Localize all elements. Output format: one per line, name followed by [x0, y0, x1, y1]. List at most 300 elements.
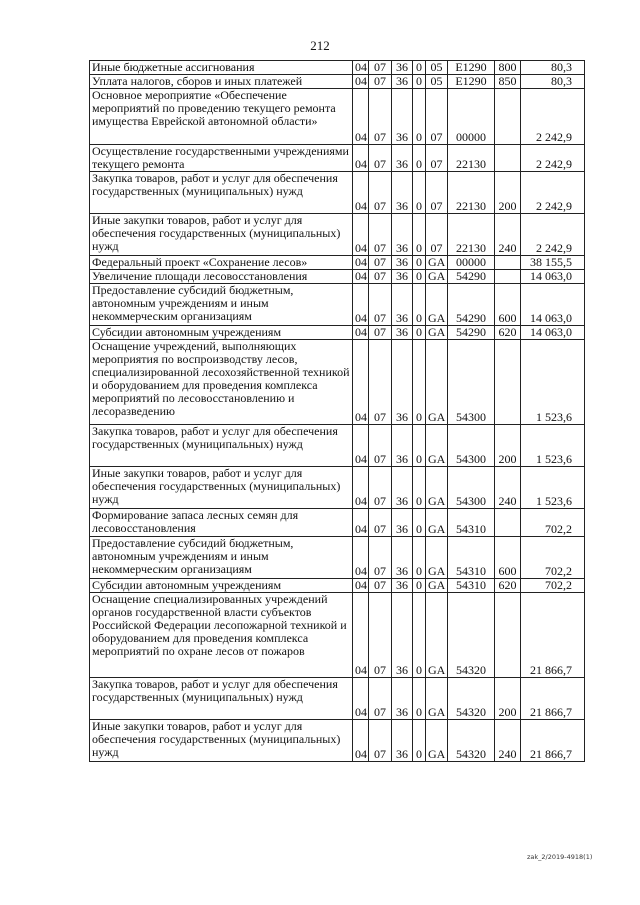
row-name-text: Закупка товаров, работ и услуг для обеспечения государственных (муниципальных) нужд: [92, 171, 338, 198]
subsection-code-text: 07: [374, 747, 386, 761]
subprogram-code-cell: [413, 425, 426, 467]
direction-code-cell: [448, 172, 495, 214]
subprogram-code-text: 0: [416, 74, 422, 88]
subprogram-code-text: 0: [416, 452, 422, 466]
direction-code-text: Е1290: [455, 74, 487, 88]
table-row: [90, 593, 585, 678]
subprogram-code-cell: [413, 284, 426, 326]
subsection-code-text: 07: [374, 311, 386, 325]
row-name-cell: [90, 214, 353, 256]
table-row: [90, 720, 585, 762]
program-code-cell: [392, 145, 413, 172]
section-code-cell: [353, 579, 369, 593]
program-code-text: 36: [396, 410, 408, 424]
direction-code-cell: [448, 579, 495, 593]
direction-code-cell: [448, 678, 495, 720]
amount-text: 1 523,6: [536, 410, 572, 424]
measure-code-text: GA: [428, 311, 446, 325]
subsection-code-cell: [369, 89, 392, 145]
direction-code-cell: [448, 284, 495, 326]
row-name-text: Субсидии автономным учреждениям: [92, 578, 282, 592]
measure-code-cell: [426, 537, 448, 579]
direction-code-cell: [448, 537, 495, 579]
section-code-cell: [353, 172, 369, 214]
measure-code-text: 05: [430, 60, 443, 74]
direction-code-text: 00000: [456, 255, 486, 269]
section-code-cell: [353, 593, 369, 678]
measure-code-text: 05: [430, 74, 443, 88]
subprogram-code-cell: [413, 579, 426, 593]
row-name-cell: [90, 593, 353, 678]
subsection-code-text: 07: [374, 494, 386, 508]
subsection-code-cell: [369, 145, 392, 172]
row-name-text: Увеличение площади лесовосстановления: [92, 269, 308, 283]
expense-type-code-cell: [495, 75, 521, 89]
subprogram-code-cell: [413, 172, 426, 214]
section-code-cell: [353, 270, 369, 284]
section-code-text: 04: [355, 199, 367, 213]
subsection-code-text: 07: [374, 578, 386, 592]
row-name-cell: [90, 61, 353, 75]
subprogram-code-cell: [413, 593, 426, 678]
row-name-cell: [90, 537, 353, 579]
expense-type-code-cell: [495, 256, 521, 270]
row-name-text: Иные бюджетные ассигнования: [92, 60, 255, 74]
measure-code-text: 07: [430, 241, 443, 255]
row-name-text: Иные закупки товаров, работ и услуг для обеспечения государственных (муниципальных) нужд: [92, 466, 341, 506]
subprogram-code-text: 0: [416, 705, 422, 719]
expense-type-code-cell: [495, 214, 521, 256]
program-code-text: 36: [396, 452, 408, 466]
direction-code-text: 22130: [456, 199, 486, 213]
subprogram-code-text: 0: [416, 241, 422, 255]
section-code-cell: [353, 326, 369, 340]
row-name-text: Основное мероприятие «Обеспечение мероприятий по проведению текущего ремонта имущества Еврейской автономной области»: [92, 88, 336, 128]
program-code-text: 36: [396, 705, 408, 719]
section-code-text: 04: [355, 522, 367, 536]
amount-text: 21 866,7: [530, 663, 572, 677]
section-code-text: 04: [355, 255, 367, 269]
subsection-code-text: 07: [374, 199, 386, 213]
amount-text: 14 063,0: [530, 269, 572, 283]
direction-code-text: 54320: [456, 663, 486, 677]
measure-code-cell: [426, 467, 448, 509]
amount-text: 2 242,9: [536, 241, 572, 255]
subsection-code-cell: [369, 340, 392, 425]
subprogram-code-text: 0: [416, 269, 422, 283]
row-name-cell: [90, 425, 353, 467]
table-row: [90, 340, 585, 425]
measure-code-cell: [426, 579, 448, 593]
expense-type-code-text: 800: [498, 60, 517, 74]
section-code-text: 04: [355, 60, 367, 74]
subsection-code-cell: [369, 579, 392, 593]
measure-code-text: GA: [428, 494, 446, 508]
subsection-code-cell: [369, 214, 392, 256]
direction-code-cell: [448, 61, 495, 75]
program-code-text: 36: [396, 578, 408, 592]
row-name-cell: [90, 89, 353, 145]
subprogram-code-cell: [413, 145, 426, 172]
subprogram-code-text: 0: [416, 522, 422, 536]
section-code-text: 04: [355, 157, 367, 171]
amount-text: 702,2: [545, 578, 572, 592]
subsection-code-cell: [369, 256, 392, 270]
subprogram-code-cell: [413, 89, 426, 145]
amount-text: 2 242,9: [536, 130, 572, 144]
expense-type-code-cell: [495, 579, 521, 593]
program-code-text: 36: [396, 199, 408, 213]
direction-code-text: 54320: [456, 747, 486, 761]
direction-code-text: 54290: [456, 325, 486, 339]
section-code-text: 04: [355, 564, 367, 578]
subprogram-code-cell: [413, 61, 426, 75]
subsection-code-text: 07: [374, 269, 386, 283]
row-name-text: Формирование запаса лесных семян для лесовосстановления: [92, 508, 299, 535]
row-name-text: Закупка товаров, работ и услуг для обеспечения государственных (муниципальных) нужд: [92, 677, 338, 704]
table-row: [90, 172, 585, 214]
program-code-cell: [392, 284, 413, 326]
measure-code-cell: [426, 145, 448, 172]
subsection-code-text: 07: [374, 157, 386, 171]
section-code-cell: [353, 61, 369, 75]
direction-code-cell: [448, 720, 495, 762]
row-name-text: Субсидии автономным учреждениям: [92, 325, 282, 339]
measure-code-cell: [426, 89, 448, 145]
program-code-cell: [392, 326, 413, 340]
row-name-cell: [90, 509, 353, 537]
section-code-cell: [353, 214, 369, 256]
amount-text: 702,2: [545, 522, 572, 536]
page-number: 212: [310, 38, 330, 53]
program-code-text: 36: [396, 564, 408, 578]
amount-cell: [521, 61, 585, 75]
expense-type-code-text: 240: [498, 747, 517, 761]
amount-cell: [521, 678, 585, 720]
subsection-code-text: 07: [374, 130, 386, 144]
table-row: [90, 467, 585, 509]
table-row: [90, 256, 585, 270]
direction-code-cell: [448, 256, 495, 270]
subsection-code-cell: [369, 593, 392, 678]
expense-type-code-cell: [495, 678, 521, 720]
section-code-cell: [353, 467, 369, 509]
amount-cell: [521, 537, 585, 579]
expense-type-code-cell: [495, 593, 521, 678]
table-row: [90, 61, 585, 75]
section-code-text: 04: [355, 311, 367, 325]
direction-code-cell: [448, 467, 495, 509]
expense-type-code-cell: [495, 284, 521, 326]
program-code-text: 36: [396, 311, 408, 325]
subprogram-code-text: 0: [416, 494, 422, 508]
program-code-cell: [392, 270, 413, 284]
measure-code-text: GA: [428, 410, 446, 424]
subsection-code-text: 07: [374, 410, 386, 424]
program-code-text: 36: [396, 269, 408, 283]
subprogram-code-text: 0: [416, 410, 422, 424]
amount-text: 80,3: [551, 74, 572, 88]
section-code-text: 04: [355, 74, 367, 88]
section-code-text: 04: [355, 325, 367, 339]
program-code-cell: [392, 467, 413, 509]
measure-code-cell: [426, 270, 448, 284]
section-code-text: 04: [355, 747, 367, 761]
measure-code-cell: [426, 75, 448, 89]
expense-type-code-text: 240: [498, 494, 517, 508]
direction-code-cell: [448, 593, 495, 678]
amount-text: 1 523,6: [536, 494, 572, 508]
amount-cell: [521, 509, 585, 537]
table-row: [90, 326, 585, 340]
expense-type-code-text: 620: [498, 578, 517, 592]
expense-type-code-cell: [495, 509, 521, 537]
measure-code-text: GA: [428, 269, 446, 283]
row-name-cell: [90, 270, 353, 284]
section-code-text: 04: [355, 130, 367, 144]
subsection-code-text: 07: [374, 705, 386, 719]
expense-type-code-text: 620: [498, 325, 517, 339]
expense-type-code-cell: [495, 89, 521, 145]
direction-code-text: 22130: [456, 157, 486, 171]
amount-cell: [521, 145, 585, 172]
subsection-code-text: 07: [374, 663, 386, 677]
amount-text: 2 242,9: [536, 199, 572, 213]
subprogram-code-cell: [413, 75, 426, 89]
subprogram-code-cell: [413, 720, 426, 762]
section-code-text: 04: [355, 452, 367, 466]
section-code-cell: [353, 284, 369, 326]
subprogram-code-text: 0: [416, 255, 422, 269]
direction-code-text: 54320: [456, 705, 486, 719]
row-name-cell: [90, 256, 353, 270]
section-code-cell: [353, 537, 369, 579]
subsection-code-cell: [369, 172, 392, 214]
table-row: [90, 579, 585, 593]
expense-type-code-cell: [495, 340, 521, 425]
subsection-code-cell: [369, 284, 392, 326]
subsection-code-text: 07: [374, 241, 386, 255]
amount-text: 2 242,9: [536, 157, 572, 171]
direction-code-text: 54300: [456, 452, 486, 466]
amount-cell: [521, 75, 585, 89]
measure-code-cell: [426, 340, 448, 425]
section-code-text: 04: [355, 410, 367, 424]
subprogram-code-cell: [413, 509, 426, 537]
expense-type-code-text: 850: [498, 74, 517, 88]
row-name-text: Федеральный проект «Сохранение лесов»: [92, 255, 308, 269]
program-code-cell: [392, 537, 413, 579]
section-code-text: 04: [355, 269, 367, 283]
subsection-code-text: 07: [374, 74, 386, 88]
amount-text: 38 155,5: [530, 255, 572, 269]
amount-cell: [521, 284, 585, 326]
measure-code-text: 07: [430, 130, 443, 144]
direction-code-cell: [448, 75, 495, 89]
measure-code-cell: [426, 720, 448, 762]
subprogram-code-text: 0: [416, 130, 422, 144]
direction-code-cell: [448, 326, 495, 340]
row-name-cell: [90, 720, 353, 762]
subprogram-code-text: 0: [416, 325, 422, 339]
section-code-text: 04: [355, 494, 367, 508]
program-code-text: 36: [396, 325, 408, 339]
program-code-text: 36: [396, 522, 408, 536]
program-code-cell: [392, 61, 413, 75]
subsection-code-text: 07: [374, 60, 386, 74]
measure-code-text: GA: [428, 578, 446, 592]
section-code-cell: [353, 256, 369, 270]
subsection-code-cell: [369, 537, 392, 579]
amount-cell: [521, 256, 585, 270]
subsection-code-text: 07: [374, 564, 386, 578]
subprogram-code-text: 0: [416, 578, 422, 592]
amount-cell: [521, 214, 585, 256]
subsection-code-cell: [369, 509, 392, 537]
subprogram-code-text: 0: [416, 311, 422, 325]
amount-text: 21 866,7: [530, 705, 572, 719]
expense-type-code-cell: [495, 720, 521, 762]
measure-code-cell: [426, 61, 448, 75]
amount-cell: [521, 326, 585, 340]
direction-code-text: 54310: [456, 564, 486, 578]
expense-type-code-text: 200: [498, 199, 517, 213]
row-name-cell: [90, 467, 353, 509]
row-name-cell: [90, 172, 353, 214]
row-name-cell: [90, 284, 353, 326]
table-row: [90, 75, 585, 89]
section-code-cell: [353, 145, 369, 172]
section-code-text: 04: [355, 241, 367, 255]
amount-cell: [521, 720, 585, 762]
program-code-cell: [392, 593, 413, 678]
section-code-text: 04: [355, 705, 367, 719]
program-code-cell: [392, 256, 413, 270]
section-code-text: 04: [355, 663, 367, 677]
expense-type-code-cell: [495, 145, 521, 172]
direction-code-text: 54310: [456, 578, 486, 592]
table-row: [90, 425, 585, 467]
direction-code-cell: [448, 214, 495, 256]
expense-type-code-cell: [495, 537, 521, 579]
row-name-text: Оснащение специализированных учреждений органов государственной власти субъектов Российской Федерации лесопожарной техникой и оборудованием для проведения комплекса мероприятий по охране лесов от пожаров: [92, 592, 347, 658]
subprogram-code-cell: [413, 214, 426, 256]
table-row: [90, 509, 585, 537]
measure-code-cell: [426, 214, 448, 256]
subsection-code-text: 07: [374, 325, 386, 339]
measure-code-cell: [426, 172, 448, 214]
measure-code-text: GA: [428, 325, 446, 339]
subsection-code-text: 07: [374, 522, 386, 536]
program-code-text: 36: [396, 494, 408, 508]
expense-type-code-cell: [495, 425, 521, 467]
row-name-cell: [90, 145, 353, 172]
row-name-cell: [90, 326, 353, 340]
expense-type-code-cell: [495, 270, 521, 284]
measure-code-cell: [426, 678, 448, 720]
measure-code-cell: [426, 284, 448, 326]
row-name-text: Иные закупки товаров, работ и услуг для обеспечения государственных (муниципальных) нужд: [92, 213, 341, 253]
measure-code-cell: [426, 425, 448, 467]
expense-type-code-text: 240: [498, 241, 517, 255]
measure-code-cell: [426, 256, 448, 270]
table-row: [90, 214, 585, 256]
subsection-code-cell: [369, 75, 392, 89]
subsection-code-cell: [369, 720, 392, 762]
program-code-cell: [392, 579, 413, 593]
subsection-code-cell: [369, 61, 392, 75]
measure-code-text: GA: [428, 522, 446, 536]
program-code-cell: [392, 214, 413, 256]
section-code-cell: [353, 425, 369, 467]
subprogram-code-text: 0: [416, 564, 422, 578]
row-name-text: Осуществление государственными учреждениями текущего ремонта: [92, 144, 349, 171]
row-name-cell: [90, 75, 353, 89]
subprogram-code-cell: [413, 270, 426, 284]
document-footer-code: zak_2/2019-4918(1): [527, 853, 593, 861]
section-code-cell: [353, 509, 369, 537]
direction-code-cell: [448, 425, 495, 467]
program-code-text: 36: [396, 747, 408, 761]
row-name-text: Предоставление субсидий бюджетным, автономным учреждениям и иным некоммерческим организациям: [92, 536, 294, 576]
section-code-cell: [353, 720, 369, 762]
amount-text: 80,3: [551, 60, 572, 74]
direction-code-text: 54300: [456, 410, 486, 424]
program-code-cell: [392, 75, 413, 89]
direction-code-cell: [448, 340, 495, 425]
direction-code-text: 54290: [456, 269, 486, 283]
program-code-cell: [392, 678, 413, 720]
direction-code-cell: [448, 270, 495, 284]
program-code-cell: [392, 720, 413, 762]
subprogram-code-cell: [413, 537, 426, 579]
budget-rows: [90, 61, 585, 762]
subsection-code-cell: [369, 678, 392, 720]
amount-text: 702,2: [545, 564, 572, 578]
amount-cell: [521, 425, 585, 467]
amount-cell: [521, 172, 585, 214]
amount-cell: [521, 579, 585, 593]
row-name-text: Оснащение учреждений, выполняющих мероприятия по воспроизводству лесов, специализированной лесохозяйственной техникой и оборудованием для проведения комплекса мероприятий по лесовосстановлению и лесоразведению: [92, 339, 350, 418]
row-name-text: Иные закупки товаров, работ и услуг для обеспечения государственных (муниципальных) нужд: [92, 719, 341, 759]
expense-type-code-cell: [495, 326, 521, 340]
program-code-cell: [392, 172, 413, 214]
measure-code-text: GA: [428, 663, 446, 677]
measure-code-text: GA: [428, 564, 446, 578]
direction-code-text: Е1290: [455, 60, 487, 74]
amount-cell: [521, 467, 585, 509]
subsection-code-cell: [369, 270, 392, 284]
program-code-text: 36: [396, 255, 408, 269]
program-code-text: 36: [396, 130, 408, 144]
section-code-cell: [353, 340, 369, 425]
row-name-text: Закупка товаров, работ и услуг для обеспечения государственных (муниципальных) нужд: [92, 424, 338, 451]
subprogram-code-cell: [413, 256, 426, 270]
subsection-code-cell: [369, 326, 392, 340]
subsection-code-text: 07: [374, 452, 386, 466]
amount-text: 14 063,0: [530, 325, 572, 339]
program-code-text: 36: [396, 663, 408, 677]
subsection-code-text: 07: [374, 255, 386, 269]
budget-table: [89, 60, 585, 762]
expense-type-code-text: 200: [498, 452, 517, 466]
amount-cell: [521, 89, 585, 145]
amount-cell: [521, 270, 585, 284]
subprogram-code-text: 0: [416, 747, 422, 761]
program-code-cell: [392, 89, 413, 145]
table-row: [90, 284, 585, 326]
subsection-code-cell: [369, 467, 392, 509]
